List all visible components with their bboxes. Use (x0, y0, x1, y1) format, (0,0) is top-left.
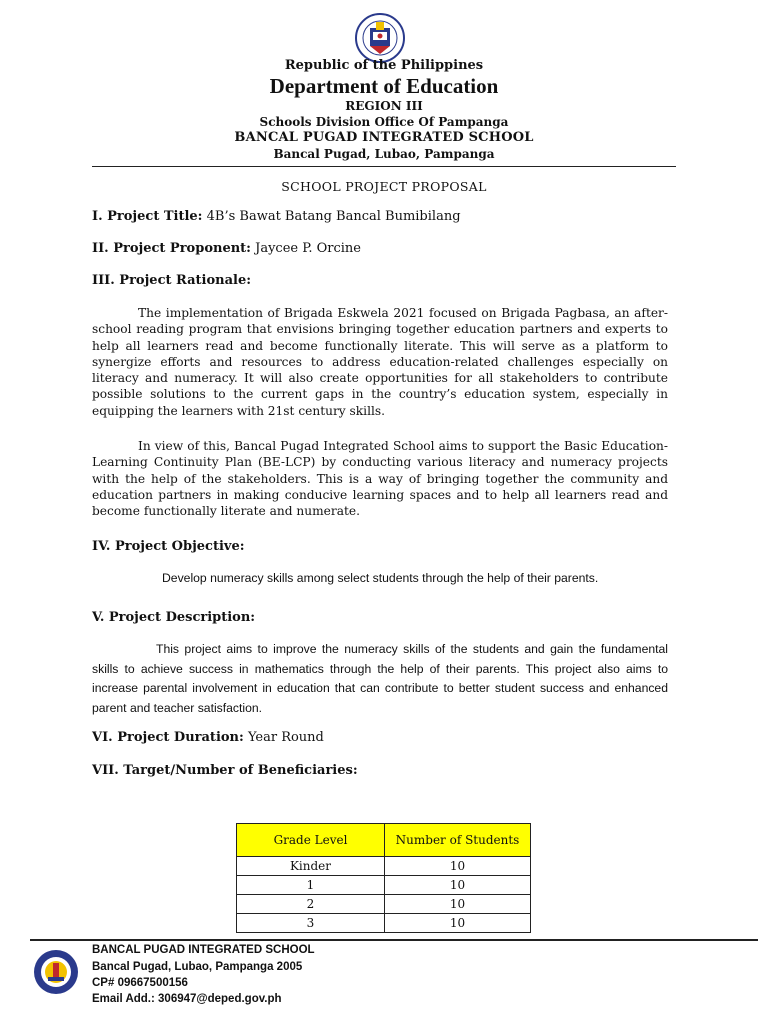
column-header-grade-level: Grade Level (237, 824, 385, 857)
footer-school: BANCAL PUGAD INTEGRATED SCHOOL (92, 944, 315, 956)
table-cell: 2 (237, 895, 385, 914)
header-division: Schools Division Office Of Pampanga (259, 115, 509, 129)
project-objective-heading (92, 539, 668, 554)
header-region: REGION III (345, 99, 423, 113)
project-duration-value: Year Round (247, 730, 324, 745)
footer-email: Email Add.: 306947@deped.gov.ph (92, 993, 282, 1005)
project-title-label: I. Project Title: (92, 209, 203, 224)
footer-address: Bancal Pugad, Lubao, Pampanga 2005 (92, 961, 303, 973)
project-proponent-label: II. Project Proponent: (92, 241, 251, 256)
table-row (237, 914, 531, 933)
table-row (237, 876, 531, 895)
project-rationale-label: III. Project Rationale: (92, 273, 252, 288)
table-row (237, 895, 531, 914)
project-proponent-value: Jaycee P. Orcine (255, 241, 361, 256)
project-duration-label: VI. Project Duration: (92, 730, 244, 745)
table-cell: 10 (385, 876, 531, 895)
document-title: SCHOOL PROJECT PROPOSAL (281, 179, 487, 194)
project-objective-label: IV. Project Objective: (92, 539, 245, 554)
header-department: Department of Education (269, 74, 499, 98)
header-republic: Republic of the Philippines (284, 58, 484, 73)
beneficiaries-label: VII. Target/Number of Beneficiaries: (92, 763, 358, 778)
column-header-number-of-students: Number of Students (385, 824, 531, 857)
deped-seal-icon (346, 12, 414, 64)
project-title-line (92, 209, 668, 224)
table-cell: 10 (385, 895, 531, 914)
footer-divider (30, 939, 758, 941)
table-cell: 10 (385, 857, 531, 876)
table-cell: 3 (237, 914, 385, 933)
table-cell: 1 (237, 876, 385, 895)
rationale-paragraph-2: In view of this, Bancal Pugad Integrated School aims to support the Basic Education-Learning Continuity Plan (BE-LCP) by conducting various literacy and numeracy projects with the help of the stakeholders. This is a way of bringing together the community and education partners in making conducive learning spaces and to help all learners read and become functionally literate and numerate. (92, 439, 668, 519)
project-duration-line (92, 730, 668, 745)
project-description-heading (92, 610, 668, 625)
project-description-label: V. Project Description: (92, 610, 256, 625)
rationale-paragraph-1: The implementation of Brigada Eskwela 2021 focused on Brigada Pagbasa, an after-school reading program that envisions bringing together education partners and experts to help all learners read and become functionally literate. This will serve as a platform to synergize efforts and resources to address education-related challenges especially on literacy and numeracy. It will also create opportunities for all stakeholders to contribute possible solutions to the current gaps in the country’s education system, especially in equipping the learners with 21st century skills. (92, 306, 668, 418)
project-description-text: This project aims to improve the numeracy skills of the students and gain the fundamental skills to achieve success in mathematics through the help of their parents. This project also aims to increase parental involvement in education that can contribute to better student success and enhanced parent and teacher satisfaction. (92, 642, 668, 715)
header-address: Bancal Pugad, Lubao, Pampanga (273, 147, 495, 161)
table-cell: 10 (385, 914, 531, 933)
beneficiaries-table (236, 823, 531, 933)
footer-phone: CP# 09667500156 (92, 977, 188, 989)
header-divider (92, 166, 676, 167)
table-header-row (237, 824, 531, 857)
table-cell: Kinder (237, 857, 385, 876)
project-title-value: 4B’s Bawat Batang Bancal Bumibilang (206, 209, 461, 224)
header-school: BANCAL PUGAD INTEGRATED SCHOOL (234, 130, 534, 145)
table-row (237, 857, 531, 876)
beneficiaries-heading (92, 763, 668, 778)
project-proponent-line (92, 241, 668, 256)
school-logo-icon (32, 948, 80, 996)
project-objective-text: Develop numeracy skills among select students through the help of their parents. (162, 571, 599, 585)
project-rationale-heading (92, 273, 668, 288)
